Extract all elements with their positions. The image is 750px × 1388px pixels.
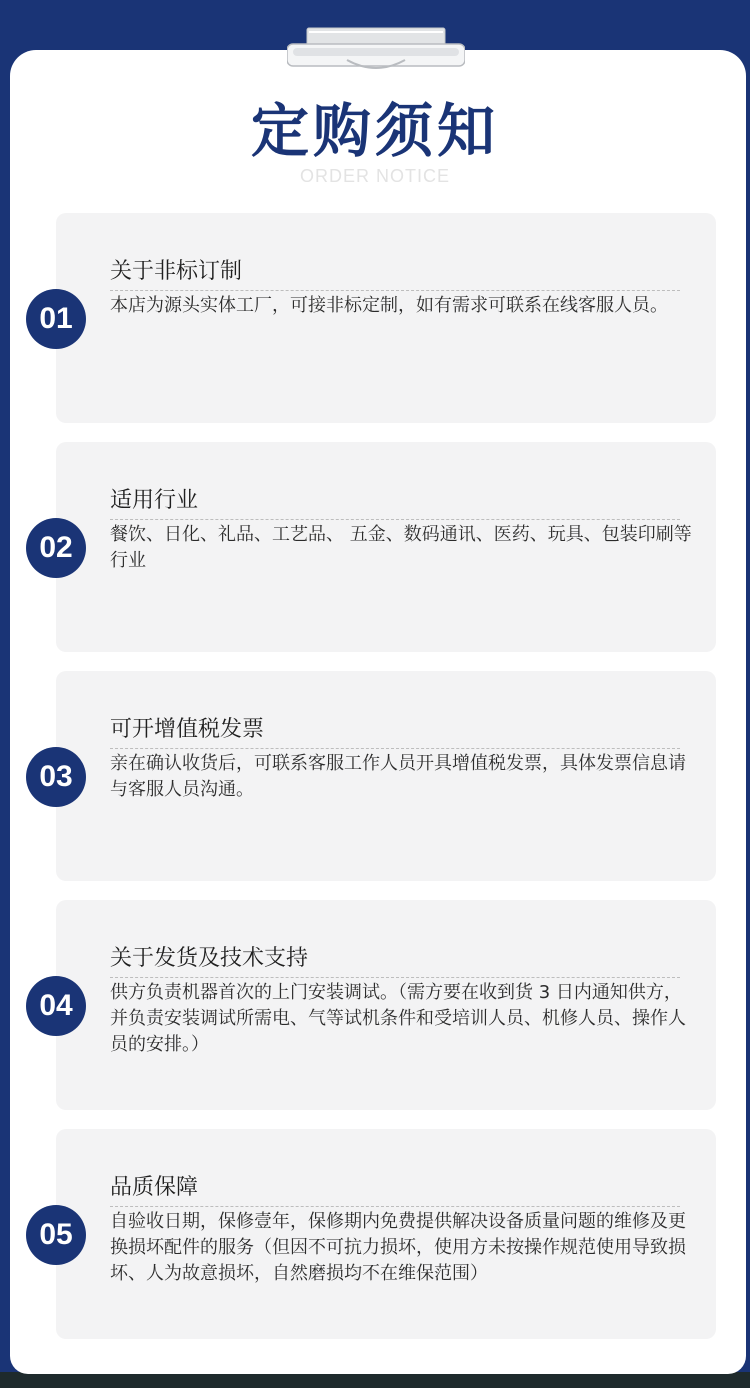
notice-card-3 <box>56 671 716 881</box>
bottom-band <box>0 1372 750 1388</box>
notice-card-1 <box>56 213 716 423</box>
page-title: 定购须知 <box>250 97 499 165</box>
notice-title: 关于发货及技术支持 <box>110 942 680 978</box>
page-subtitle: ORDER NOTICE <box>299 166 450 186</box>
notice-number-badge: 04 <box>26 976 86 1036</box>
clipboard-clip-icon <box>287 24 465 72</box>
notice-body: 本店为源头实体工厂，可接非标定制，如有需求可联系在线客服人员。 <box>110 295 668 316</box>
notice-body: 餐饮、日化、礼品、工艺品、 五金、数码通讯、医药、玩具、包装印刷等行业 <box>110 524 692 571</box>
notice-body: 供方负责机器首次的上门安装调试。（需方要在收到货 3 日内通知供方，并负责安装调试所需电、气等试机条件和受培训人员、机修人员、操作人员的安排。） <box>110 982 686 1055</box>
notice-card-2 <box>56 442 716 652</box>
notice-number-badge: 02 <box>26 518 86 578</box>
notice-card-5 <box>56 1129 716 1339</box>
notice-body: 亲在确认收货后，可联系客服工作人员开具增值税发票，具体发票信息请与客服人员沟通。 <box>110 753 686 800</box>
notice-card-4 <box>56 900 716 1110</box>
notice-body: 自验收日期，保修壹年，保修期内免费提供解决设备质量问题的维修及更换损坏配件的服务（但因不可抗力损坏，使用方未按操作规范使用导致损坏、人为故意损坏，自然磨损均不在维保范围） <box>110 1211 686 1284</box>
notice-number-badge: 05 <box>26 1205 86 1265</box>
notice-number-badge: 03 <box>26 747 86 807</box>
notice-title: 可开增值税发票 <box>110 713 680 749</box>
notice-title: 适用行业 <box>110 484 680 520</box>
notice-number-badge: 01 <box>26 289 86 349</box>
notice-title: 关于非标订制 <box>110 255 680 291</box>
notice-title: 品质保障 <box>110 1171 680 1207</box>
